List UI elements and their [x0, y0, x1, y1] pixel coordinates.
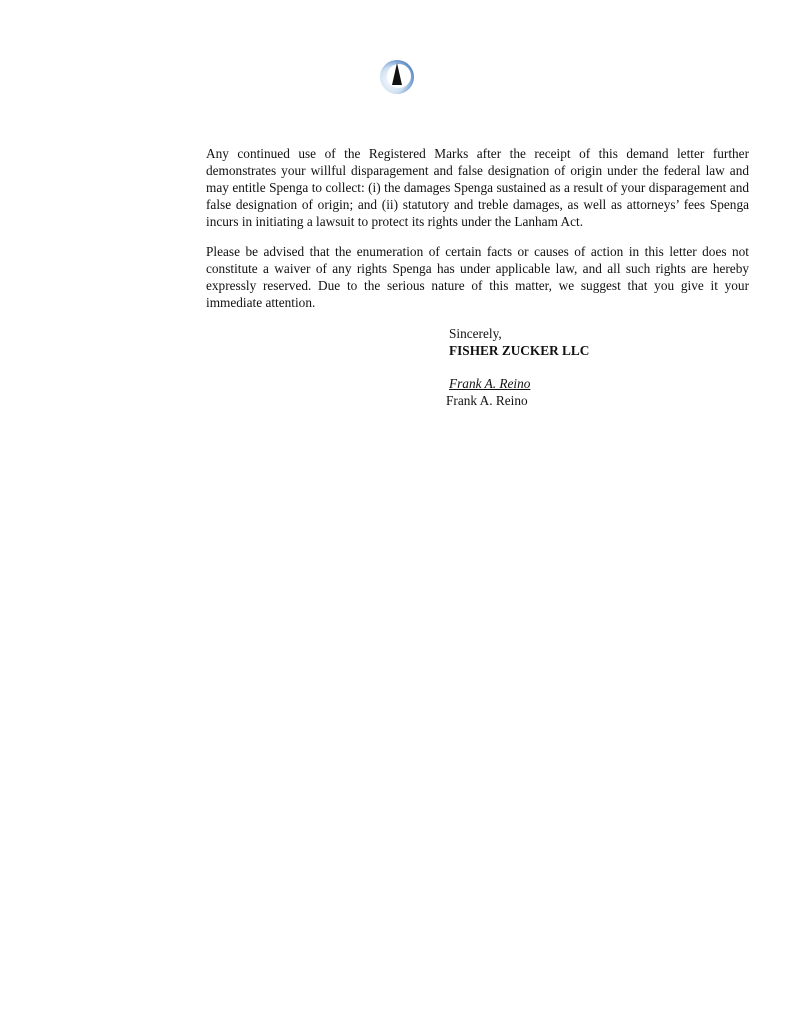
letter-paragraph-reservation: Please be advised that the enumeration of certain facts or causes of action in this letter does not constitute a waiver of any rights Spenga has under applicable law, and all such rights are hereby expressly reserved. Due to the serious nature of this matter, we suggest that you give it your immediate attention. — [206, 244, 749, 310]
signer-name: Frank A. Reino — [446, 393, 528, 408]
closing-salutation: Sincerely, — [449, 326, 502, 341]
letter-paragraph-damages: Any continued use of the Registered Marks after the receipt of this demand letter further demonstrates your willful disparagement and false designation of origin under the federal law and may entitle Spenga to collect: (i) the damages Spenga sustained as a result of your disparagement and false designation of origin; and (ii) statutory and treble damages, as well as attorneys’ fees Spenga incurs in initiating a lawsuit to protect its rights under the Lanham Act. — [206, 146, 749, 229]
firm-logo-icon — [378, 58, 416, 96]
signature: Frank A. Reino — [449, 376, 531, 391]
firm-name: FISHER ZUCKER LLC — [449, 343, 590, 358]
